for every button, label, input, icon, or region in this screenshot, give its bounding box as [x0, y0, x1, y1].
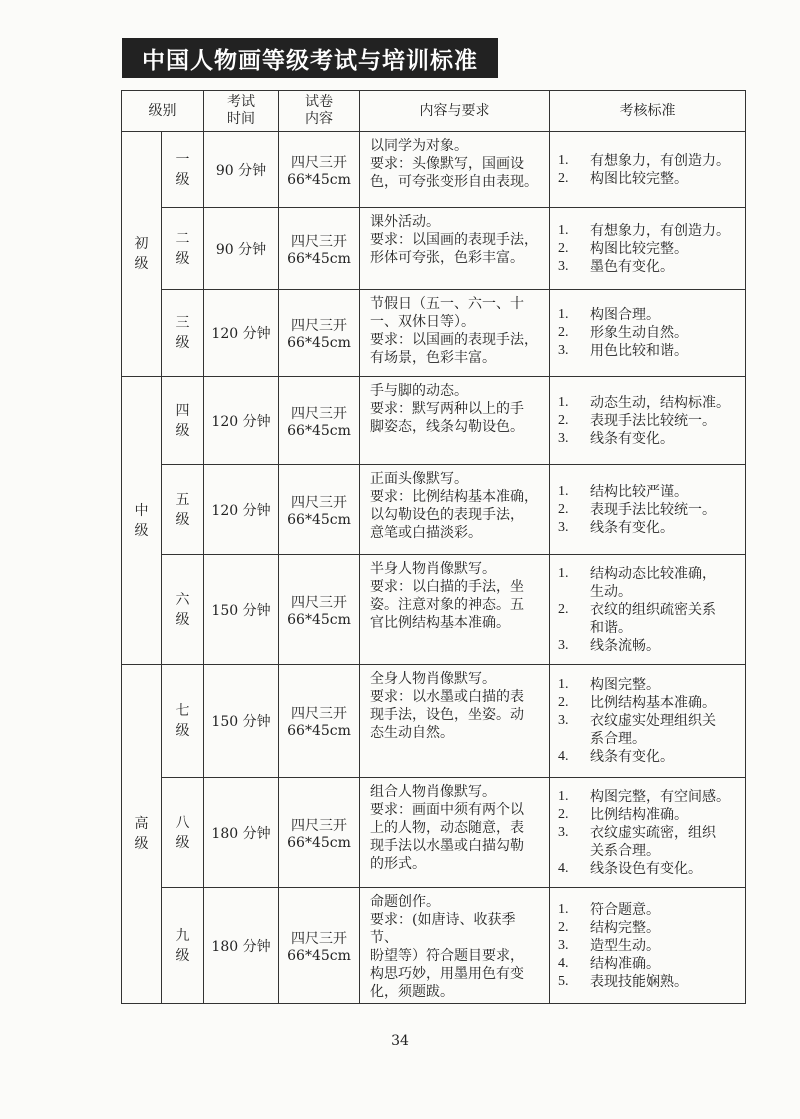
time-cell: 90 分钟 [204, 208, 279, 290]
criteria-item [558, 937, 737, 955]
content-line: 脚姿态，线条勾勒设色。 [370, 419, 524, 435]
criteria-list [558, 306, 737, 360]
content-line: 要求：以国画的表现手法， [370, 232, 538, 248]
criteria-text: 表现技能娴熟。 [590, 973, 688, 990]
content-line: 要求：以白描的手法，坐 [370, 579, 524, 595]
criteria-cell [550, 208, 746, 290]
criteria-number: 2. [558, 170, 569, 186]
grade-cell: 五 级 [162, 465, 204, 555]
criteria-number: 1. [558, 565, 569, 581]
table-body [122, 132, 746, 1004]
criteria-list [558, 565, 737, 655]
content-line: 节假日（五一、六一、十 [370, 296, 524, 312]
criteria-item [558, 324, 737, 342]
criteria-number: 3. [558, 343, 569, 358]
criteria-list [558, 676, 737, 766]
paper-cell: 四尺三开 66*45cm [279, 377, 360, 465]
paper-cell: 四尺三开 66*45cm [279, 888, 360, 1004]
criteria-text: 衣纹的组织疏密关系 [590, 601, 716, 618]
criteria-item [558, 901, 737, 919]
criteria-text: 结构比较严谨。 [590, 483, 688, 500]
table-row [122, 778, 746, 888]
grade-cell: 一 级 [162, 132, 204, 208]
criteria-text: 构图比较完整。 [590, 240, 688, 257]
criteria-item [558, 170, 737, 188]
criteria-number: 1. [558, 677, 569, 692]
content-cell [360, 888, 550, 1004]
grade-cell: 七 级 [162, 665, 204, 778]
content-cell [360, 290, 550, 377]
header-criteria: 考核标准 [550, 91, 746, 132]
criteria-number: 3. [558, 937, 569, 953]
criteria-cell [550, 465, 746, 555]
header-content: 内容与要求 [360, 91, 550, 132]
criteria-number: 2. [558, 240, 569, 256]
standards-table [121, 90, 746, 1004]
criteria-item [558, 712, 737, 748]
content-line: 一、双休日等）。 [370, 314, 475, 330]
paper-cell: 四尺三开 66*45cm [279, 778, 360, 888]
criteria-cell [550, 778, 746, 888]
criteria-number: 2. [558, 501, 569, 517]
criteria-text: 结构动态比较准确， [590, 565, 716, 582]
content-line: 态生动自然。 [370, 725, 454, 741]
grade-cell: 四 级 [162, 377, 204, 465]
page-title: 中国人物画等级考试与培训标准 [122, 38, 498, 78]
criteria-number: 1. [558, 152, 569, 168]
content-cell [360, 377, 550, 465]
criteria-item [558, 860, 737, 878]
table-header-row [122, 91, 746, 132]
content-line: 的形式。 [370, 856, 426, 872]
criteria-item [558, 152, 737, 170]
content-line: 色，可夸张变形自由表现。 [370, 174, 538, 190]
criteria-number: 2. [558, 806, 569, 822]
criteria-cell [550, 555, 746, 665]
time-cell: 150 分钟 [204, 555, 279, 665]
content-line: 构思巧妙，用墨用色有变 [370, 966, 524, 982]
criteria-text: 用色比较和谐。 [590, 343, 688, 359]
paper-cell: 四尺三开 66*45cm [279, 555, 360, 665]
criteria-cell [550, 888, 746, 1004]
criteria-number: 2. [558, 919, 569, 935]
table-row [122, 377, 746, 465]
criteria-item [558, 806, 737, 824]
content-line: 全身人物肖像默写。 [370, 671, 496, 687]
criteria-list [558, 788, 737, 878]
criteria-text: 线条有变化。 [590, 519, 674, 536]
criteria-text: 造型生动。 [590, 937, 660, 954]
table-row [122, 290, 746, 377]
criteria-item [558, 824, 737, 860]
criteria-text: 结构准确。 [590, 955, 660, 972]
criteria-number: 3. [558, 713, 569, 728]
content-line: 意笔或白描淡彩。 [370, 525, 482, 541]
criteria-item [558, 601, 737, 637]
criteria-text: 构图完整，有空间感。 [590, 788, 730, 805]
criteria-text: 线条设色有变化。 [590, 860, 702, 877]
content-line: 命题创作。 [370, 894, 440, 910]
criteria-item [558, 955, 737, 973]
content-cell [360, 465, 550, 555]
criteria-text: 比例结构准确。 [590, 806, 688, 823]
table-row [122, 665, 746, 778]
criteria-number: 3. [558, 430, 569, 446]
content-line: 以勾勒设色的表现手法， [370, 507, 524, 523]
criteria-number: 2. [558, 695, 569, 710]
grade-cell: 三 级 [162, 290, 204, 377]
criteria-list [558, 483, 737, 537]
criteria-item [558, 637, 737, 655]
content-cell [360, 208, 550, 290]
content-line: 姿。注意对象的神态。五 [370, 597, 524, 613]
content-cell [360, 132, 550, 208]
criteria-item [558, 973, 737, 991]
time-cell: 120 分钟 [204, 290, 279, 377]
criteria-list [558, 394, 737, 448]
criteria-cell [550, 377, 746, 465]
content-line: 要求：以水墨或白描的表 [370, 689, 524, 705]
criteria-item [558, 222, 737, 240]
criteria-text: 构图比较完整。 [590, 170, 688, 187]
criteria-number: 1. [558, 483, 569, 499]
criteria-text: 动态生动，结构标准。 [590, 394, 730, 411]
criteria-text: 有想象力，有创造力。 [590, 222, 730, 239]
content-line: 手与脚的动态。 [370, 383, 468, 399]
grade-cell: 六 级 [162, 555, 204, 665]
criteria-item [558, 501, 737, 519]
criteria-number: 1. [558, 901, 569, 917]
paper-cell: 四尺三开 66*45cm [279, 290, 360, 377]
level-group-cell: 初 级 [122, 132, 162, 377]
content-line: 现手法以水墨或白描勾勒 [370, 838, 524, 854]
criteria-item [558, 306, 737, 324]
criteria-number: 3. [558, 637, 569, 653]
content-line: 要求：以国画的表现手法， [370, 332, 538, 348]
criteria-text: 表现手法比较统一。 [590, 412, 716, 429]
criteria-item [558, 430, 737, 448]
criteria-list [558, 901, 737, 991]
header-paper: 试卷 内容 [279, 91, 360, 132]
criteria-number: 2. [558, 601, 569, 617]
content-line: 形体可夸张，色彩丰富。 [370, 250, 524, 266]
content-line: 要求：比例结构基本准确， [370, 489, 538, 505]
paper-cell: 四尺三开 66*45cm [279, 665, 360, 778]
criteria-text: 墨色有变化。 [590, 258, 674, 275]
criteria-text: 衣纹虚实处理组织关 [590, 713, 716, 729]
criteria-list [558, 222, 737, 276]
content-cell [360, 778, 550, 888]
time-cell: 150 分钟 [204, 665, 279, 778]
content-line: 半身人物肖像默写。 [370, 561, 496, 577]
content-line: 要求：(如唐诗、收获季节、 [370, 912, 516, 946]
criteria-text: 衣纹虚实疏密，组织 [590, 824, 716, 841]
content-line: 官比例结构基本准确。 [370, 615, 510, 631]
criteria-text: 关系合理。 [590, 842, 660, 859]
criteria-item [558, 519, 737, 537]
criteria-number: 5. [558, 973, 569, 989]
content-line: 课外活动。 [370, 214, 440, 230]
table-row [122, 465, 746, 555]
grade-cell: 九 级 [162, 888, 204, 1004]
criteria-text: 表现手法比较统一。 [590, 501, 716, 518]
time-cell: 120 分钟 [204, 465, 279, 555]
criteria-number: 4. [558, 860, 569, 876]
level-group-cell: 高 级 [122, 665, 162, 1004]
content-line: 化，须题跋。 [370, 984, 454, 1000]
criteria-number: 1. [558, 394, 569, 410]
criteria-item [558, 565, 737, 601]
criteria-text: 生动。 [590, 583, 632, 600]
criteria-number: 3. [558, 258, 569, 274]
level-group-cell: 中 级 [122, 377, 162, 665]
time-cell: 180 分钟 [204, 778, 279, 888]
criteria-number: 1. [558, 307, 569, 322]
table-row [122, 888, 746, 1004]
content-line: 正面头像默写。 [370, 471, 468, 487]
criteria-cell [550, 132, 746, 208]
content-line: 以同学为对象。 [370, 138, 468, 154]
table-row [122, 555, 746, 665]
criteria-text: 有想象力，有创造力。 [590, 152, 730, 169]
criteria-text: 和谐。 [590, 619, 632, 636]
criteria-number: 4. [558, 749, 569, 764]
content-line: 要求：画面中须有两个以 [370, 802, 524, 818]
criteria-item [558, 342, 737, 360]
time-cell: 180 分钟 [204, 888, 279, 1004]
content-line: 盼望等）符合题目要求， [370, 948, 524, 964]
header-level: 级别 [122, 91, 204, 132]
criteria-cell [550, 290, 746, 377]
content-cell [360, 665, 550, 778]
grade-cell: 二 级 [162, 208, 204, 290]
criteria-number: 1. [558, 222, 569, 238]
table-row [122, 208, 746, 290]
criteria-list [558, 152, 737, 188]
criteria-text: 线条流畅。 [590, 637, 660, 654]
paper-cell: 四尺三开 66*45cm [279, 132, 360, 208]
criteria-item [558, 483, 737, 501]
criteria-text: 系合理。 [590, 731, 646, 747]
criteria-text: 线条有变化。 [590, 749, 674, 765]
criteria-text: 符合题意。 [590, 901, 660, 918]
criteria-text: 构图完整。 [590, 677, 660, 693]
time-cell: 90 分钟 [204, 132, 279, 208]
content-line: 有场景，色彩丰富。 [370, 350, 496, 366]
criteria-number: 3. [558, 519, 569, 535]
criteria-item [558, 258, 737, 276]
criteria-item [558, 394, 737, 412]
criteria-text: 线条有变化。 [590, 430, 674, 447]
criteria-item [558, 694, 737, 712]
time-cell: 120 分钟 [204, 377, 279, 465]
paper-cell: 四尺三开 66*45cm [279, 465, 360, 555]
criteria-text: 形象生动自然。 [590, 325, 688, 341]
criteria-item [558, 919, 737, 937]
criteria-number: 1. [558, 788, 569, 804]
criteria-number: 3. [558, 824, 569, 840]
criteria-cell [550, 665, 746, 778]
criteria-text: 构图合理。 [590, 307, 660, 323]
criteria-number: 2. [558, 325, 569, 340]
criteria-item [558, 240, 737, 258]
content-line: 上的人物，动态随意，表 [370, 820, 524, 836]
criteria-text: 比例结构基本准确。 [590, 695, 716, 711]
paper-cell: 四尺三开 66*45cm [279, 208, 360, 290]
criteria-number: 4. [558, 955, 569, 971]
content-line: 要求：默写两种以上的手 [370, 401, 524, 417]
criteria-item [558, 412, 737, 430]
table-row [122, 132, 746, 208]
criteria-number: 2. [558, 412, 569, 428]
content-line: 现手法，设色，坐姿。动 [370, 707, 524, 723]
criteria-text: 结构完整。 [590, 919, 660, 936]
content-line: 组合人物肖像默写。 [370, 784, 496, 800]
grade-cell: 八 级 [162, 778, 204, 888]
criteria-item [558, 788, 737, 806]
criteria-item [558, 676, 737, 694]
page-number: 34 [391, 1033, 409, 1049]
content-cell [360, 555, 550, 665]
header-time: 考试 时间 [204, 91, 279, 132]
criteria-item [558, 748, 737, 766]
content-line: 要求：头像默写，国画设 [370, 156, 524, 172]
